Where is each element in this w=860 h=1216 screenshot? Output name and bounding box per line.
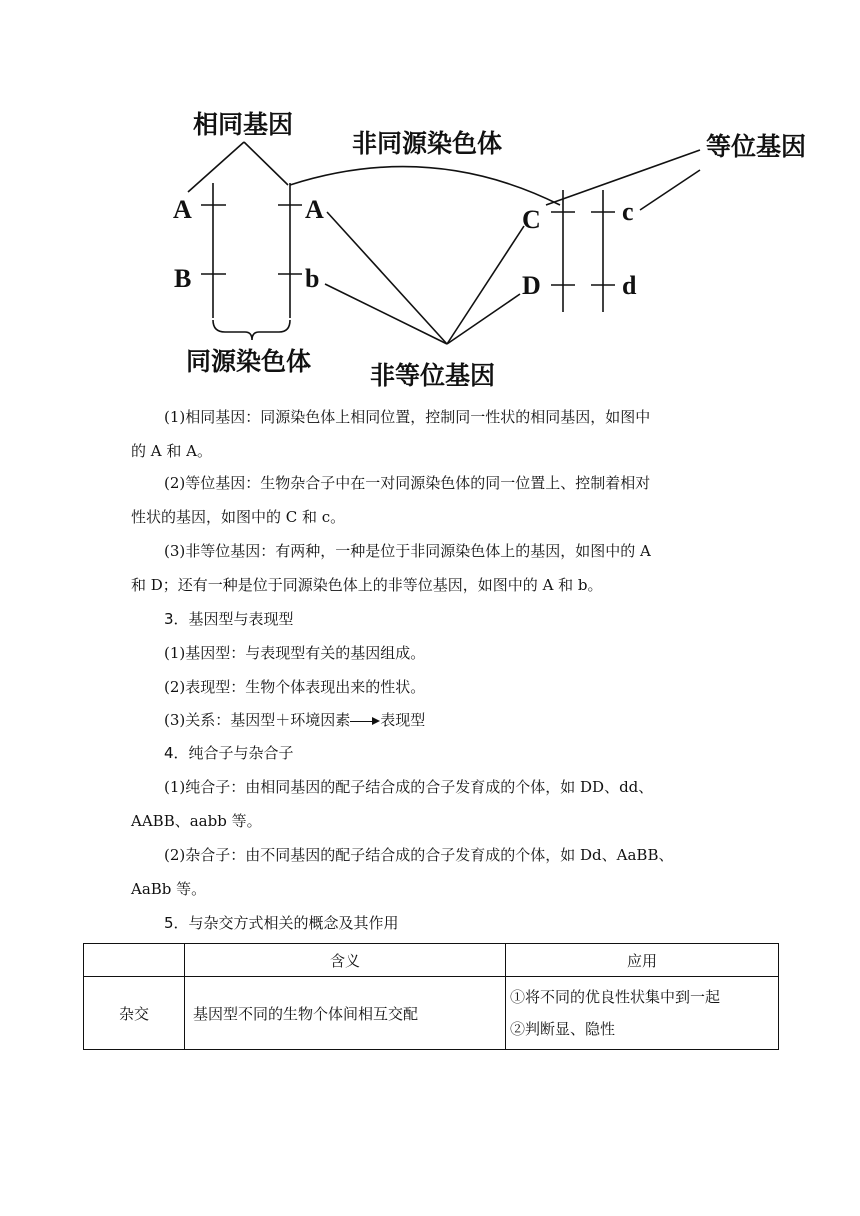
non-allele-pointer-A xyxy=(327,212,447,344)
chromosome-gene-diagram xyxy=(0,0,860,395)
table-header-cell: 应用 xyxy=(506,944,779,977)
definition-line: (1)相同基因：同源染色体上相同位置，控制同一性状的相同基因，如图中 xyxy=(164,408,651,426)
gene-C: C xyxy=(522,205,541,234)
genotype-text: (1)基因型：与表现型有关的基因组成。 xyxy=(164,644,426,662)
gene-d: d xyxy=(622,271,637,300)
label-non-alleles: 非等位基因 xyxy=(370,361,496,390)
row-name-cell: 杂交 xyxy=(84,977,185,1050)
table-row xyxy=(84,977,779,1050)
definition-same-genes xyxy=(131,400,731,468)
phenotype-definition xyxy=(131,670,731,704)
phenotype-text: (2)表现型：生物个体表现出来的性状。 xyxy=(164,678,426,696)
table-header-row xyxy=(84,944,779,977)
relation-definition xyxy=(131,703,731,737)
heterozygote-definition xyxy=(131,838,731,906)
definition-line: (3)非等位基因：有两种，一种是位于非同源染色体上的基因，如图中的 A xyxy=(164,542,651,560)
label-alleles: 等位基因 xyxy=(706,132,807,161)
heterozygote-line: AaBb 等。 xyxy=(131,880,207,898)
relation-suffix: 表现型 xyxy=(380,711,426,729)
definition-alleles xyxy=(131,466,731,534)
crossing-concepts-table xyxy=(83,943,779,1050)
non-allele-pointer-D xyxy=(447,294,520,344)
gene-A-right: A xyxy=(305,195,324,224)
label-homologous: 同源染色体 xyxy=(186,347,312,376)
homozygote-definition xyxy=(131,770,731,838)
non-allele-pointer-C xyxy=(447,226,524,344)
arrow-icon xyxy=(350,714,380,728)
definition-line: 性状的基因，如图中的 C 和 c。 xyxy=(131,508,346,526)
definition-line: (2)等位基因：生物杂合子中在一对同源染色体的同一位置上、控制着相对 xyxy=(164,474,651,492)
same-genes-pointer-left xyxy=(188,142,244,192)
non-allele-pointer-b xyxy=(325,284,447,344)
relation-prefix: (3)关系：基因型＋环境因素 xyxy=(164,711,351,729)
section-5-heading: 5．与杂交方式相关的概念及其作用 xyxy=(164,914,399,932)
gene-D: D xyxy=(522,271,541,300)
application-item: ①将不同的优良性状集中到一起 xyxy=(510,988,721,1006)
section-3-heading: 3．基因型与表现型 xyxy=(164,610,294,628)
application-cell xyxy=(506,977,779,1050)
gene-c: c xyxy=(622,197,634,226)
gene-A-left: A xyxy=(173,195,192,224)
meaning-cell: 基因型不同的生物个体间相互交配 xyxy=(185,977,506,1050)
table-header-cell xyxy=(84,944,185,977)
gene-B: B xyxy=(174,264,192,293)
section-4-heading: 4．纯合子与杂合子 xyxy=(164,744,294,762)
homozygote-line: (1)纯合子：由相同基因的配子结合成的合子发育成的个体，如 DD、dd、 xyxy=(164,778,654,796)
homologous-brace xyxy=(213,320,290,340)
definition-non-alleles xyxy=(131,534,731,602)
definition-line: 和 D；还有一种是位于同源染色体上的非等位基因，如图中的 A 和 b。 xyxy=(131,576,603,594)
label-non-homologous: 非同源染色体 xyxy=(352,129,503,158)
table-header-cell: 含义 xyxy=(185,944,506,977)
same-genes-pointer-right xyxy=(244,142,288,185)
application-item: ②判断显、隐性 xyxy=(510,1020,616,1038)
genotype-definition xyxy=(131,636,731,670)
homozygote-line: AABB、aabb 等。 xyxy=(131,812,262,830)
alleles-pointer-c xyxy=(640,170,700,210)
gene-b: b xyxy=(305,264,320,293)
label-same-genes: 相同基因 xyxy=(193,110,294,139)
non-homologous-arc xyxy=(290,167,560,205)
definition-line: 的 A 和 A。 xyxy=(131,442,212,460)
heterozygote-line: (2)杂合子：由不同基因的配子结合成的合子发育成的个体，如 Dd、AaBB、 xyxy=(164,846,674,864)
